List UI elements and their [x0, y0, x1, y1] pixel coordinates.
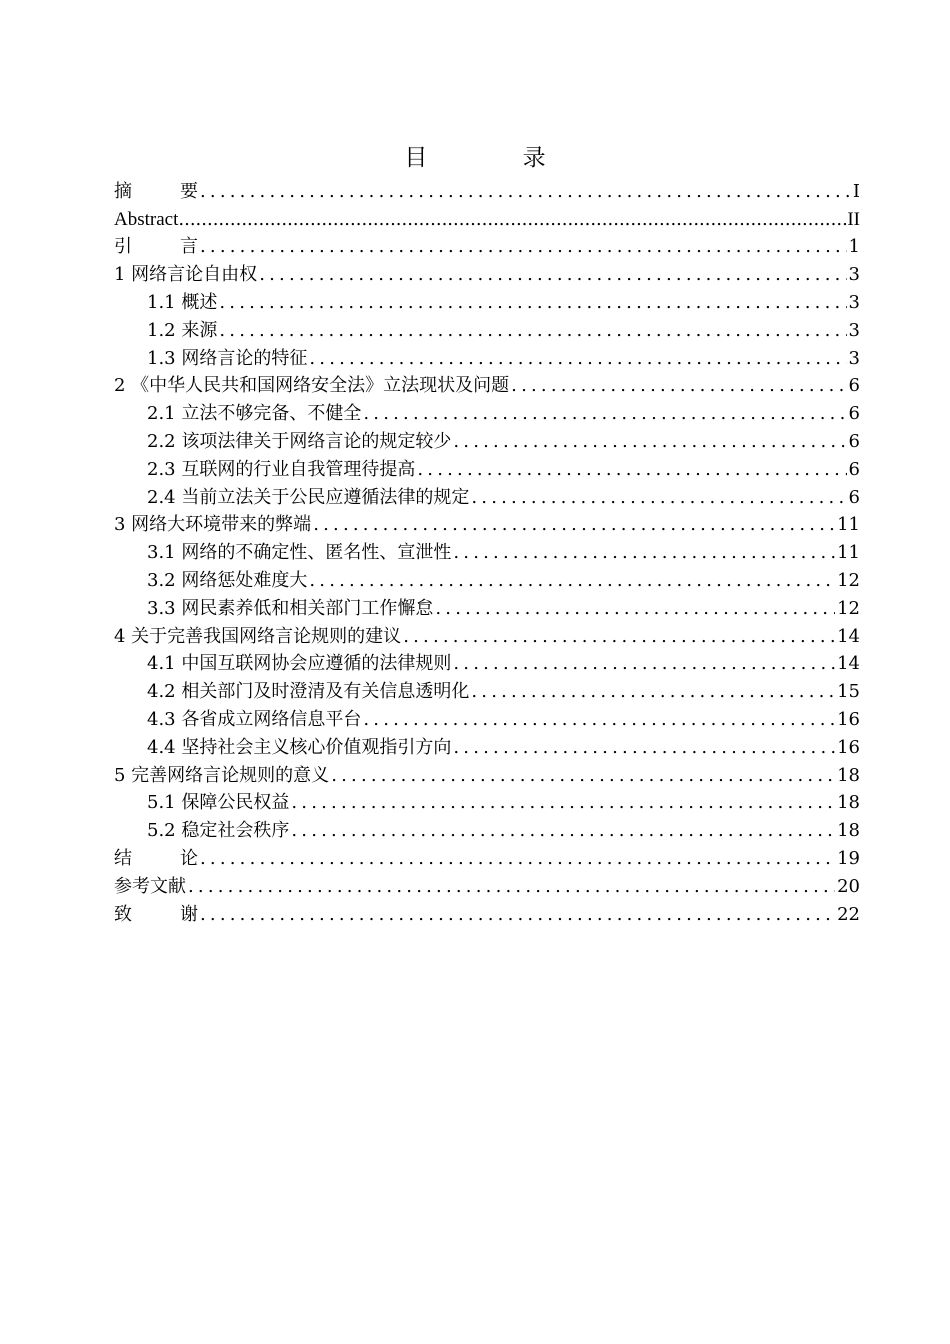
dot-leader	[453, 431, 846, 453]
toc-entry-label: 4 关于完善我国网络言论规则的建议	[114, 625, 402, 647]
toc-entry[interactable]	[114, 787, 860, 815]
toc-entry[interactable]	[114, 648, 860, 676]
toc-entry-page: 14	[837, 625, 860, 647]
toc-entry-label: 3.2 网络惩处难度大	[147, 569, 308, 591]
dot-leader	[417, 459, 846, 481]
toc-entry-label: 4.1 中国互联网协会应遵循的法律规则	[147, 653, 452, 675]
toc-entry[interactable]	[114, 675, 860, 703]
toc-entry[interactable]	[114, 342, 860, 370]
dot-leader	[219, 292, 846, 314]
toc-entry-label: 3 网络大环境带来的弊端	[114, 514, 312, 536]
toc-entry-page: 14	[837, 653, 860, 675]
dot-leader	[200, 904, 835, 926]
toc-entry-page: 1	[848, 236, 860, 258]
dot-leader	[200, 236, 847, 258]
toc-entry-label: 2.4 当前立法关于公民应遵循法律的规定	[147, 486, 470, 508]
dot-leader	[453, 542, 835, 564]
toc-entry-page: 22	[837, 903, 860, 925]
toc-entry-label: 2.2 该项法律关于网络言论的规定较少	[147, 430, 452, 452]
toc-entry-page: 16	[837, 736, 860, 758]
toc-entry-label: 4.3 各省成立网络信息平台	[147, 708, 362, 730]
dot-leader	[309, 348, 846, 370]
dot-leader	[259, 264, 846, 286]
toc-entry-label: 1.2 来源	[147, 319, 218, 341]
dot-leader	[471, 487, 846, 509]
dot-leader	[291, 792, 835, 814]
toc-entry-page: 18	[837, 820, 860, 842]
toc-entry-label: 参考文献	[114, 875, 186, 897]
toc-entry[interactable]	[114, 620, 860, 648]
toc-entry[interactable]	[114, 564, 860, 592]
toc-entry-page: 6	[848, 375, 860, 397]
toc-entry-page: 19	[837, 847, 860, 869]
toc-entry-label: 4.4 坚持社会主义核心价值观指引方向	[147, 736, 452, 758]
toc-entry[interactable]	[114, 509, 860, 537]
dot-leader	[331, 765, 835, 787]
toc-entry-page: 20	[837, 875, 860, 897]
toc-entry[interactable]	[114, 592, 860, 620]
toc-entry-label: 摘要	[114, 180, 198, 202]
dot-leader	[453, 653, 835, 675]
toc-entry[interactable]	[114, 536, 860, 564]
dot-leader	[178, 209, 847, 231]
toc-entry-page: 3	[848, 264, 860, 286]
toc-entry[interactable]	[114, 481, 860, 509]
toc-entry-label: 2.1 立法不够完备、不健全	[147, 403, 362, 425]
toc-entry-page: 3	[848, 347, 860, 369]
dot-leader	[219, 320, 846, 342]
toc-entry[interactable]	[114, 703, 860, 731]
toc-entry[interactable]	[114, 842, 860, 870]
toc-entry-label: 引言	[114, 236, 198, 258]
toc-entry-page: II	[847, 208, 860, 230]
dot-leader	[200, 181, 851, 203]
toc-entry[interactable]	[114, 870, 860, 898]
dot-leader	[471, 681, 835, 703]
toc-entry-page: 6	[848, 458, 860, 480]
toc-entry[interactable]	[114, 425, 860, 453]
dot-leader	[363, 709, 835, 731]
toc-entry-page: 18	[837, 792, 860, 814]
dot-leader	[511, 375, 846, 397]
toc-entry-label: 1.3 网络言论的特征	[147, 347, 308, 369]
toc-entry-label: 1 网络言论自由权	[114, 264, 258, 286]
toc-entry[interactable]	[114, 314, 860, 342]
toc-entry-label: 结论	[114, 847, 198, 869]
table-of-contents	[114, 175, 860, 926]
toc-entry-page: 3	[848, 291, 860, 313]
toc-entry-page: 16	[837, 708, 860, 730]
toc-entry[interactable]	[114, 286, 860, 314]
toc-entry-page: 6	[848, 430, 860, 452]
toc-entry[interactable]	[114, 370, 860, 398]
toc-entry-label: Abstract	[114, 208, 179, 230]
toc-entry-page: 6	[848, 403, 860, 425]
toc-entry[interactable]	[114, 898, 860, 926]
toc-entry-label: 5.1 保障公民权益	[147, 792, 290, 814]
dot-leader	[435, 598, 835, 620]
toc-entry-label: 4.2 相关部门及时澄清及有关信息透明化	[147, 681, 470, 703]
toc-entry[interactable]	[114, 397, 860, 425]
toc-entry[interactable]	[114, 258, 860, 286]
toc-entry-label: 致谢	[114, 903, 198, 925]
dot-leader	[309, 570, 835, 592]
toc-entry-page: 11	[837, 514, 860, 536]
toc-entry-label: 1.1 概述	[147, 291, 218, 313]
dot-leader	[313, 514, 835, 536]
dot-leader	[200, 848, 835, 870]
toc-entry[interactable]	[114, 453, 860, 481]
toc-entry[interactable]	[114, 175, 860, 203]
toc-entry[interactable]	[114, 231, 860, 259]
toc-entry-label: 5.2 稳定社会秩序	[147, 820, 290, 842]
toc-entry-label: 2 《中华人民共和国网络安全法》立法现状及问题	[114, 375, 510, 397]
dot-leader	[188, 876, 835, 898]
toc-entry-page: 18	[837, 764, 860, 786]
toc-entry[interactable]	[114, 814, 860, 842]
toc-title: 目 录	[404, 145, 590, 171]
toc-entry[interactable]	[114, 731, 860, 759]
toc-entry-page: 15	[837, 681, 860, 703]
toc-entry-label: 5 完善网络言论规则的意义	[114, 764, 330, 786]
toc-entry-label: 3.3 网民素养低和相关部门工作懈怠	[147, 597, 434, 619]
toc-entry-page: 6	[848, 486, 860, 508]
dot-leader	[363, 403, 846, 425]
dot-leader	[291, 820, 835, 842]
toc-entry-label: 3.1 网络的不确定性、匿名性、宣泄性	[147, 542, 452, 564]
toc-entry[interactable]	[114, 203, 860, 231]
toc-entry-page: 12	[837, 597, 860, 619]
dot-leader	[403, 626, 835, 648]
dot-leader	[453, 737, 835, 759]
toc-entry-page: 11	[837, 542, 860, 564]
toc-entry-page: 3	[848, 319, 860, 341]
toc-entry-page: I	[852, 180, 860, 202]
toc-entry[interactable]	[114, 759, 860, 787]
toc-entry-label: 2.3 互联网的行业自我管理待提高	[147, 458, 416, 480]
toc-entry-page: 12	[837, 569, 860, 591]
